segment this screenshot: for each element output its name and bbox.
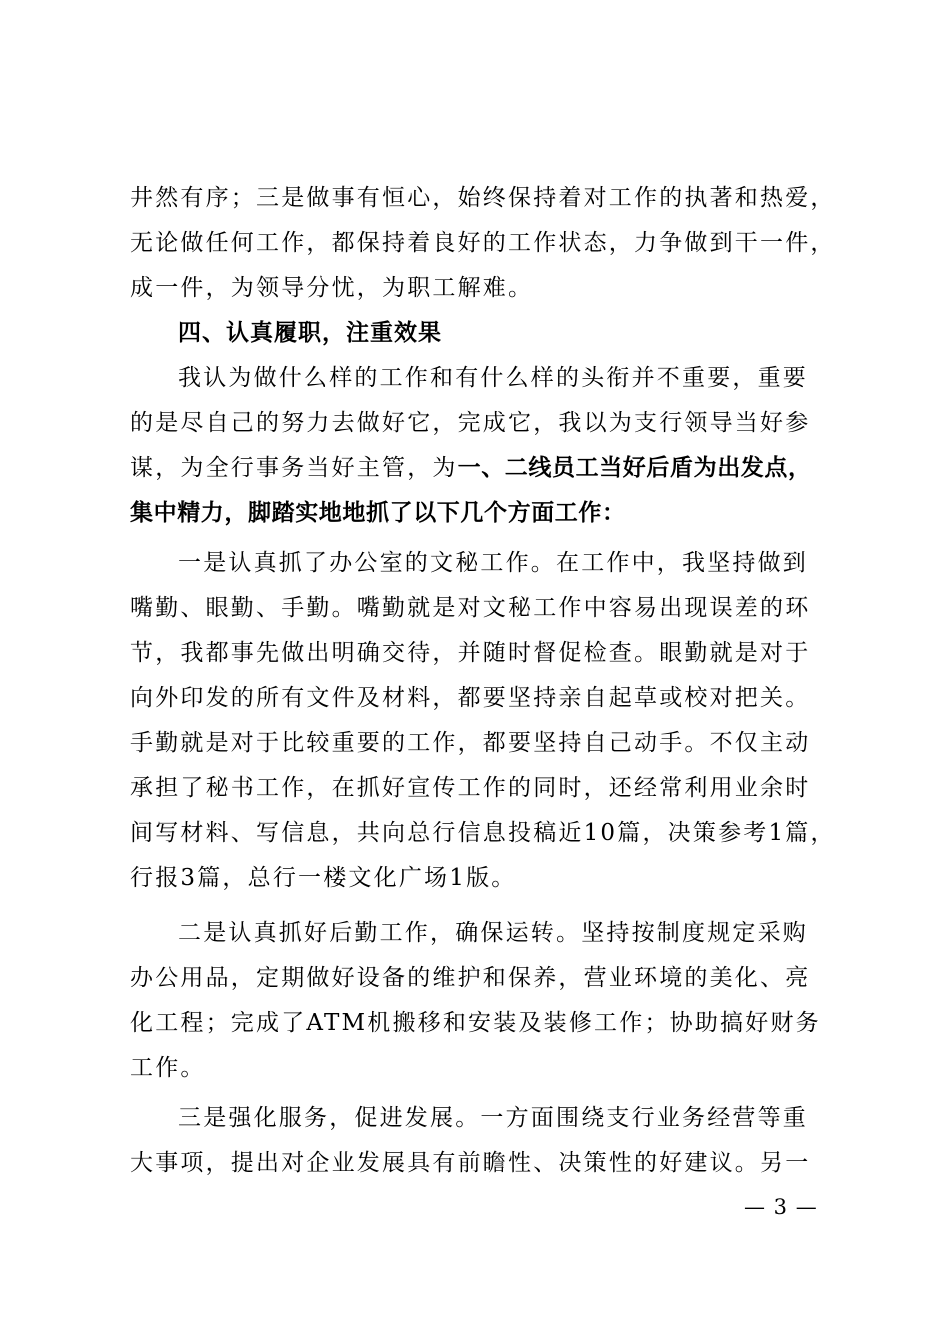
paragraph-point-three bbox=[130, 1096, 830, 1186]
bold-text-line: 集中精力，脚踏实地地抓了以下几个方面工作： bbox=[130, 500, 626, 526]
text-line: 间写材料、写信息，共向总行信息投稿近10篇，决策参考1篇， bbox=[130, 820, 836, 846]
section-heading-text: 四、认真履职，注重效果 bbox=[178, 320, 442, 346]
paragraph-point-one bbox=[130, 541, 836, 901]
text-segment: 谋，为全行事务当好主管，为 bbox=[130, 455, 458, 481]
text-line: 手勤就是对于比较重要的工作，都要坚持自己动手。不仅主动 bbox=[130, 730, 811, 756]
page-number: — 3 — bbox=[744, 1195, 818, 1219]
section-heading bbox=[130, 311, 830, 356]
text-line: 节，我都事先做出明确交待，并随时督促检查。眼勤就是对于 bbox=[130, 640, 811, 666]
text-line: 工作。 bbox=[130, 1055, 206, 1081]
bold-text-segment: 一、二线员工当好后盾为出发点， bbox=[457, 455, 812, 481]
paragraph-point-two bbox=[130, 911, 830, 1091]
text-line: 我认为做什么样的工作和有什么样的头衔并不重要，重要 bbox=[178, 365, 808, 391]
text-line: 无论做任何工作，都保持着良好的工作状态，力争做到干一件， bbox=[130, 230, 836, 256]
text-line: 向外印发的所有文件及材料，都要坚持亲自起草或校对把关。 bbox=[130, 685, 811, 711]
text-line: 成一件，为领导分忧，为职工解难。 bbox=[130, 275, 534, 301]
text-line: 行报3篇，总行一楼文化广场1版。 bbox=[130, 865, 517, 891]
text-line-mixed bbox=[130, 446, 830, 491]
text-line: 一是认真抓了办公室的文秘工作。在工作中，我坚持做到 bbox=[178, 550, 808, 576]
text-line: 办公用品，定期做好设备的维护和保养，营业环境的美化、亮 bbox=[130, 965, 811, 991]
text-line: 二是认真抓好后勤工作，确保运转。坚持按制度规定采购 bbox=[178, 920, 808, 946]
text-line: 的是尽自己的努力去做好它，完成它，我以为支行领导当好参 bbox=[130, 410, 811, 436]
text-line: 化工程；完成了ATM机搬移和安装及装修工作；协助搞好财务 bbox=[130, 1010, 821, 1036]
text-line: 嘴勤、眼勤、手勤。嘴勤就是对文秘工作中容易出现误差的环 bbox=[130, 595, 811, 621]
paragraph-continuation bbox=[130, 176, 836, 311]
text-line: 承担了秘书工作，在抓好宣传工作的同时，还经常利用业余时 bbox=[130, 775, 811, 801]
text-line: 井然有序；三是做事有恒心，始终保持着对工作的执著和热爱， bbox=[130, 185, 836, 211]
text-line: 三是强化服务，促进发展。一方面围绕支行业务经营等重 bbox=[178, 1105, 808, 1131]
text-line: 大事项，提出对企业发展具有前瞻性、决策性的好建议。另一 bbox=[130, 1150, 811, 1176]
paragraph-intro bbox=[130, 356, 830, 536]
